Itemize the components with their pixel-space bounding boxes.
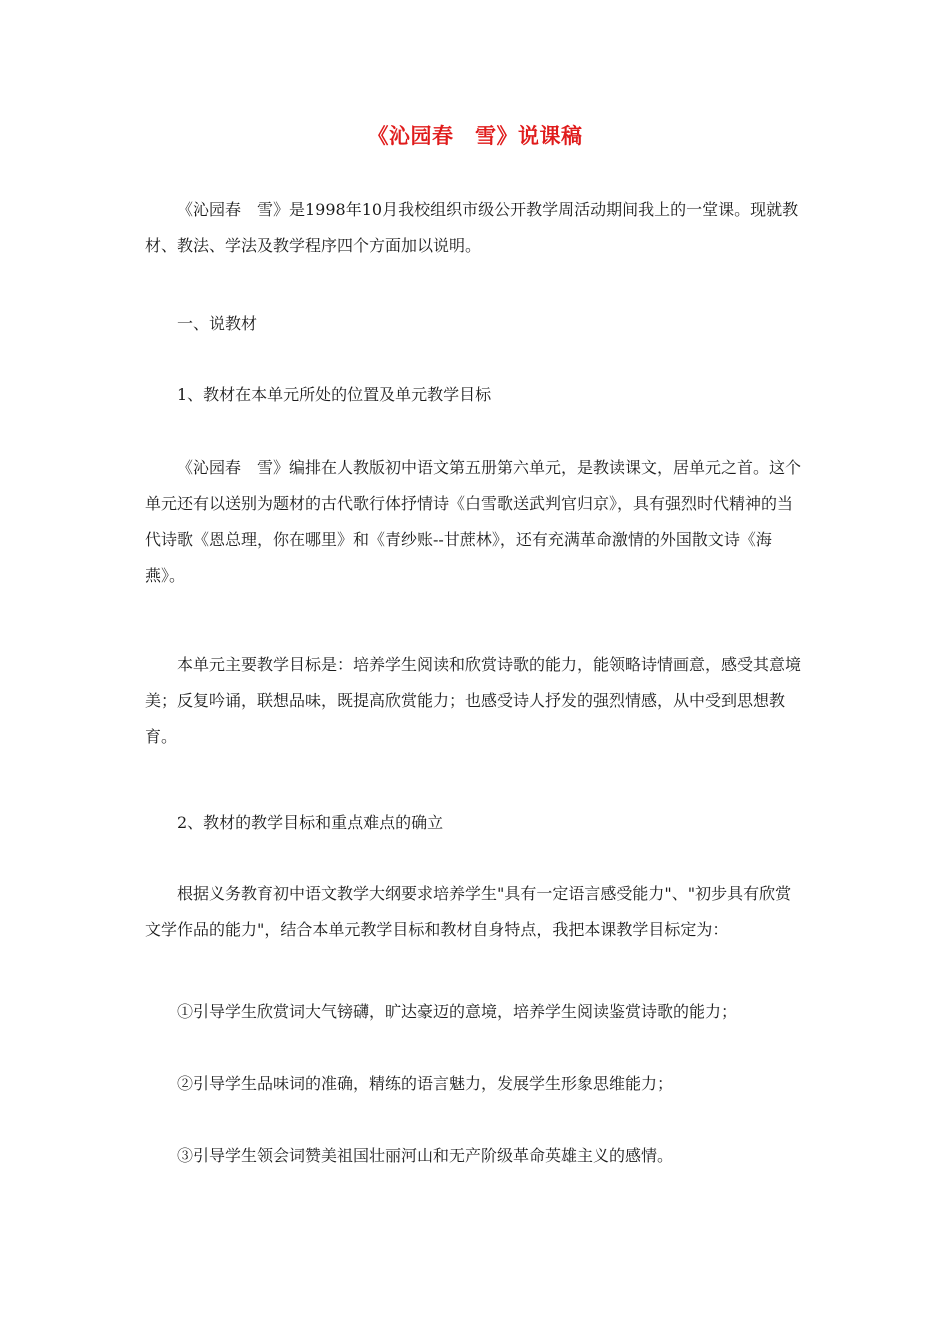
document-title: 《沁园春 雪》说课稿 bbox=[367, 123, 583, 148]
goal-item-3: ③引导学生领会词赞美祖国壮丽河山和无产阶级革命英雄主义的感情。 bbox=[177, 1146, 674, 1165]
subheading-teaching-goals: 2、教材的教学目标和重点难点的确立 bbox=[177, 813, 444, 832]
goal-item-2: ②引导学生品味词的准确，精练的语言魅力，发展学生形象思维能力； bbox=[177, 1074, 674, 1093]
paragraph-unit-content: 《沁园春 雪》编排在人教版初中语文第五册第六单元，是教读课文，居单元之首。这个单元还有以送别为题材的古代歌行体抒情诗《白雪歌送武判官归京》，具有强烈时代精神的当代诗歌《恩总理，你在哪里》和《青纱账--甘蔗林》，还有充满革命激情的外国散文诗《海燕》。 bbox=[145, 458, 802, 585]
paragraph-unit-goals: 本单元主要教学目标是：培养学生阅读和欣赏诗歌的能力，能领略诗情画意，感受其意境美；反复吟诵，联想品味，既提高欣赏能力；也感受诗人抒发的强烈情感，从中受到思想教育。 bbox=[145, 655, 802, 746]
paragraph-intro: 《沁园春 雪》是1998年10月我校组织市级公开教学周活动期间我上的一堂课。现就教材、教法、学法及教学程序四个方面加以说明。 bbox=[145, 200, 799, 255]
section-heading-textbook: 一、说教材 bbox=[177, 314, 258, 333]
subheading-unit-position: 1、教材在本单元所处的位置及单元教学目标 bbox=[177, 385, 492, 404]
paragraph-syllabus: 根据义务教育初中语文教学大纲要求培养学生"具有一定语言感受能力"、"初步具有欣赏文学作品的能力"，结合本单元教学目标和教材自身特点，我把本课教学目标定为： bbox=[145, 884, 792, 939]
goal-item-1: ①引导学生欣赏词大气镑礴，旷达豪迈的意境，培养学生阅读鉴赏诗歌的能力； bbox=[177, 1002, 738, 1021]
